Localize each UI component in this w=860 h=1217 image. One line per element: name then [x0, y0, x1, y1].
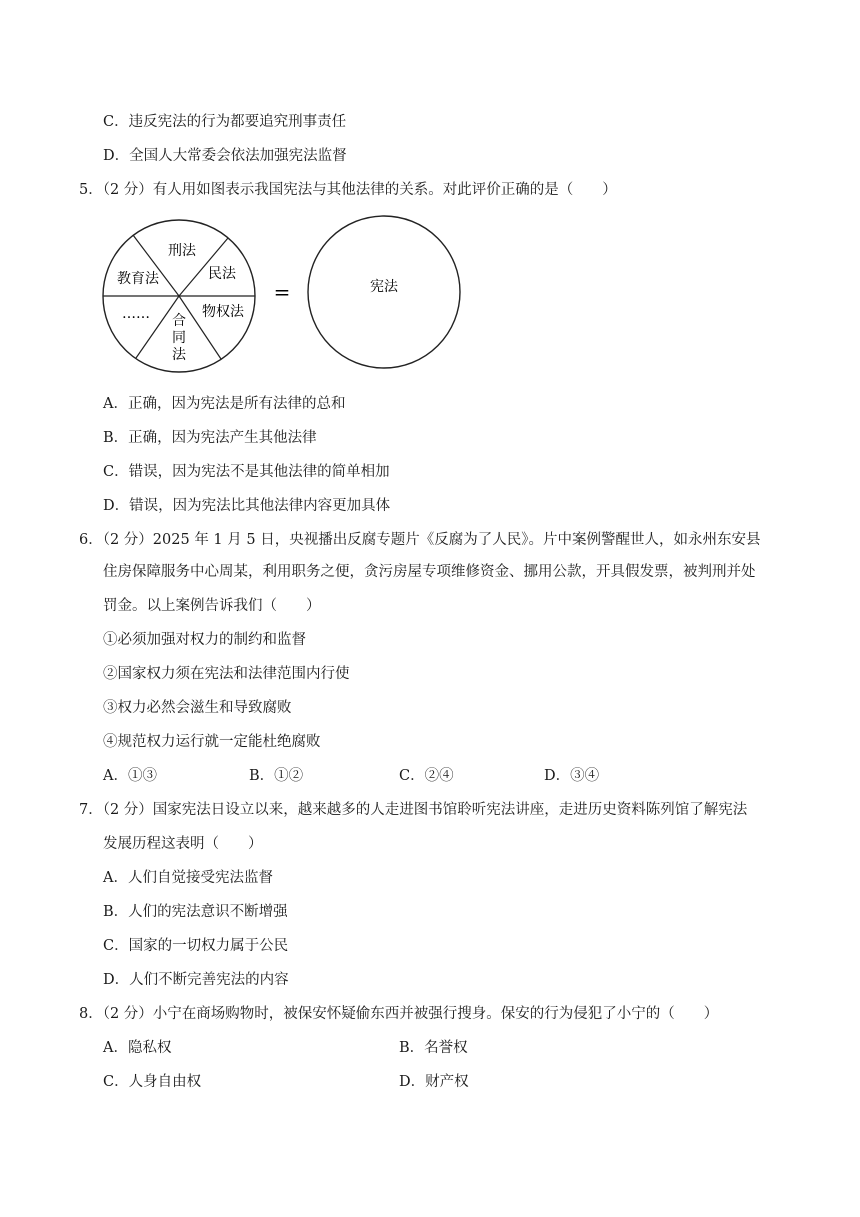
q5-option-a: A．正确，因为宪法是所有法律的总和 [103, 396, 346, 412]
q6-option-a: A．①③ [103, 768, 157, 784]
slice-criminal-law: 刑法 [168, 243, 196, 259]
q5-stem: 5．（2 分）有人用如图表示我国宪法与其他法律的关系。对此评价正确的是（ ） [79, 182, 617, 198]
slice-ellipsis: …… [122, 306, 150, 322]
q6-item-3: ③权力必然会滋生和导致腐败 [103, 700, 292, 716]
constitution-label: 宪法 [370, 279, 398, 295]
slice-education-law: 教育法 [117, 271, 159, 287]
slice-contract-law-char1: 合 [172, 313, 186, 329]
q6-item-1: ①必须加强对权力的制约和监督 [103, 632, 306, 648]
q4-option-d: D．全国人大常委会依法加强宪法监督 [103, 148, 347, 164]
law-relationship-diagram [100, 212, 465, 380]
q7-option-b: B．人们的宪法意识不断增强 [103, 904, 288, 920]
slice-contract-law-char2: 同 [172, 330, 186, 346]
q8-option-b: B．名誉权 [399, 1040, 468, 1056]
slice-property-law: 物权法 [202, 304, 244, 320]
q5-figure [100, 212, 465, 380]
q5-option-d: D．错误，因为宪法比其他法律内容更加具体 [103, 498, 391, 514]
q5-option-b: B．正确，因为宪法产生其他法律 [103, 430, 317, 446]
q8-stem: 8．（2 分）小宁在商场购物时，被保安怀疑偷东西并被强行搜身。保安的行为侵犯了小宁的（ ） [79, 1006, 719, 1022]
q6-item-2: ②国家权力须在宪法和法律范围内行使 [103, 666, 350, 682]
q6-option-d: D．③④ [544, 768, 600, 784]
q7-option-d: D．人们不断完善宪法的内容 [103, 972, 289, 988]
slice-civil-law: 民法 [208, 266, 236, 282]
q6-stem-line2: 住房保障服务中心周某，利用职务之便，贪污房屋专项维修资金、挪用公款，开具假发票，被判刑并处 [103, 564, 756, 580]
equals-sign: = [273, 280, 291, 304]
q4-option-c: C．违反宪法的行为都要追究刑事责任 [103, 114, 347, 130]
q8-option-c: C．人身自由权 [103, 1074, 202, 1090]
q8-option-a: A．隐私权 [103, 1040, 172, 1056]
q7-stem-line1: 7．（2 分）国家宪法日设立以来，越来越多的人走进图书馆聆听宪法讲座，走进历史资料陈列馆了解宪法 [79, 802, 748, 818]
q6-stem-line1: 6．（2 分）2025 年 1 月 5 日，央视播出反腐专题片《反腐为了人民》。片中案例警醒世人，如永州东安县 [79, 532, 761, 548]
q8-option-d: D．财产权 [399, 1074, 469, 1090]
q7-option-a: A．人们自觉接受宪法监督 [103, 870, 273, 886]
q7-stem-line2: 发展历程这表明（ ） [103, 836, 263, 852]
q7-option-c: C．国家的一切权力属于公民 [103, 938, 289, 954]
q6-item-4: ④规范权力运行就一定能杜绝腐败 [103, 734, 321, 750]
q6-option-c: C．②④ [399, 768, 454, 784]
slice-contract-law-char3: 法 [172, 347, 186, 363]
q5-option-c: C．错误，因为宪法不是其他法律的简单相加 [103, 464, 390, 480]
q6-stem-line3: 罚金。以上案例告诉我们（ ） [103, 598, 321, 614]
q6-option-b: B．①② [249, 768, 304, 784]
